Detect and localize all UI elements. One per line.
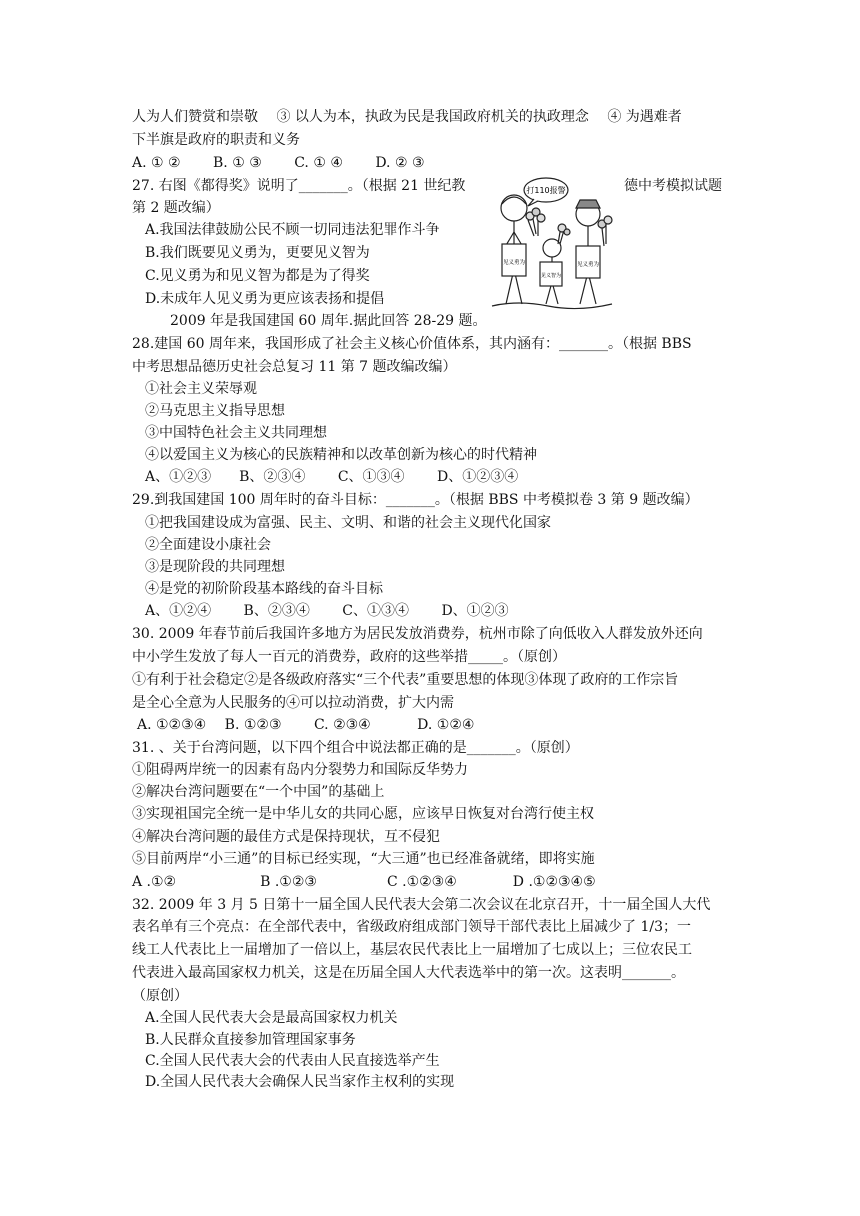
text-line: 表名单有三个亮点：在全部代表中，省级政府组成部门领导干部代表比上届减少了 1/3；一: [132, 919, 691, 935]
text-line: 中考思想品德历史社会总复习 11 第 7 题改编改编）: [132, 359, 457, 375]
option-line: A. ①②③④ B. ①②③ C. ②③④ D. ①②④: [137, 717, 475, 733]
option-b: B.我们既要见义勇为，更要见义智为: [145, 245, 370, 261]
text-line: 人为人们赞赏和崇敬 ③ 以人为本，执政为民是我国政府机关的执政理念 ④ 为遇难者: [132, 109, 682, 125]
item: ④是党的初阶阶段基本路线的奋斗目标: [145, 581, 383, 597]
question-32: 32. 2009 年 3 月 5 日第十一届全国人民代表大会第二次会议在北京召开，十一届全国人大代: [132, 897, 711, 913]
text-line: 下半旗是政府的职责和义务: [132, 132, 300, 148]
option-line: A .①② B .①②③ C .①②③④ D .①②③④⑤: [132, 874, 596, 890]
item: ④解决台湾问题的最佳方式是保持现状，互不侵犯: [132, 829, 440, 845]
option-a: A.我国法律鼓励公民不顾一切同违法犯罪作斗争: [145, 222, 440, 238]
option-line: A. ① ② B. ① ③ C. ① ④ D. ② ③: [132, 155, 425, 171]
item: ③中国特色社会主义共同理想: [145, 425, 327, 441]
item: ③是现阶段的共同理想: [145, 559, 285, 575]
item: ②全面建设小康社会: [145, 537, 271, 553]
question-29: 29.到我国建国 100 周年时的奋斗目标：_______。（根据 BBS 中考模拟卷 3 第 9 题改编）: [132, 492, 699, 508]
text-line: 第 2 题改编）: [132, 200, 220, 216]
text-line: 代表进入最高国家权力机关，这是在历届全国人大代表选举中的第一次。这表明_______。: [132, 965, 685, 981]
option-d: D.全国人民代表大会确保人民当家作主权利的实现: [145, 1074, 455, 1090]
sign-left-text: 见义勇为: [502, 260, 526, 266]
question-28: 28.建国 60 周年来，我国形成了社会主义核心价值体系，其内涵有：_______。（根据 BBS: [132, 336, 692, 352]
sign-right-text: 见义勇为: [576, 262, 600, 268]
item: ③实现祖国完全统一是中华儿女的共同心愿，应该早日恢复对台湾行使主权: [132, 806, 594, 822]
option-line: A、①②④ B、②③④ C、①③④ D、①②③: [145, 603, 509, 619]
item: ①社会主义荣辱观: [145, 381, 257, 397]
item: ②解决台湾问题要在“一个中国”的基础上: [132, 784, 385, 800]
question-27: 27. 右图《都得奖》说明了_______。（根据 21 世纪教: [132, 178, 466, 194]
option-c: C.全国人民代表大会的代表由人民直接选举产生: [145, 1053, 440, 1069]
text-line: ①有利于社会稳定②是各级政府落实“三个代表”重要思想的体现③体现了政府的工作宗旨: [132, 672, 679, 688]
item: ②马克思主义指导思想: [145, 403, 285, 419]
bubble-text: 打110报警: [526, 186, 566, 195]
question-30: 30. 2009 年春节前后我国许多地方为居民发放消费券，杭州市除了向低收入人群发放外还向: [132, 626, 703, 642]
text-line: 是全心全意为人民服务的④可以拉动消费，扩大内需: [132, 695, 454, 711]
item: ⑤目前两岸“小三通”的目标已经实现，“大三通”也已经准备就绪，即将实施: [132, 851, 595, 867]
section-note: 2009 年是我国建国 60 周年.据此回答 28-29 题。: [170, 313, 487, 329]
question-31: 31. 、关于台湾问题，以下四个组合中说法都正确的是_______。（原创）: [132, 740, 579, 756]
option-a: A.全国人民代表大会是最高国家权力机关: [145, 1010, 398, 1026]
option-d: D.未成年人见义勇为更应该表扬和提倡: [145, 291, 385, 307]
item: ④以爱国主义为核心的民族精神和以改革创新为核心的时代精神: [145, 447, 537, 463]
item: ①把我国建设成为富强、民主、文明、和谐的社会主义现代化国家: [145, 515, 551, 531]
sign-middle-text: 见义智为: [540, 273, 562, 279]
option-c: C.见义勇为和见义智为都是为了得奖: [145, 268, 370, 284]
question-27-cont: 德中考模拟试题: [624, 178, 722, 194]
item: ①阻碍两岸统一的因素有岛内分裂势力和国际反华势力: [132, 762, 468, 778]
option-line: A、①②③ B、②③④ C、①③④ D、①②③④: [145, 469, 519, 485]
text-line: （原创）: [132, 988, 188, 1004]
option-b: B.人民群众直接参加管理国家事务: [145, 1032, 356, 1048]
award-cartoon: [488, 174, 616, 312]
text-line: 线工人代表比上一届增加了一倍以上，基层农民代表比上一届增加了七成以上；三位农民工: [132, 942, 692, 958]
text-line: 中小学生发放了每人一百元的消费券，政府的这些举措_____。（原创）: [132, 649, 566, 665]
